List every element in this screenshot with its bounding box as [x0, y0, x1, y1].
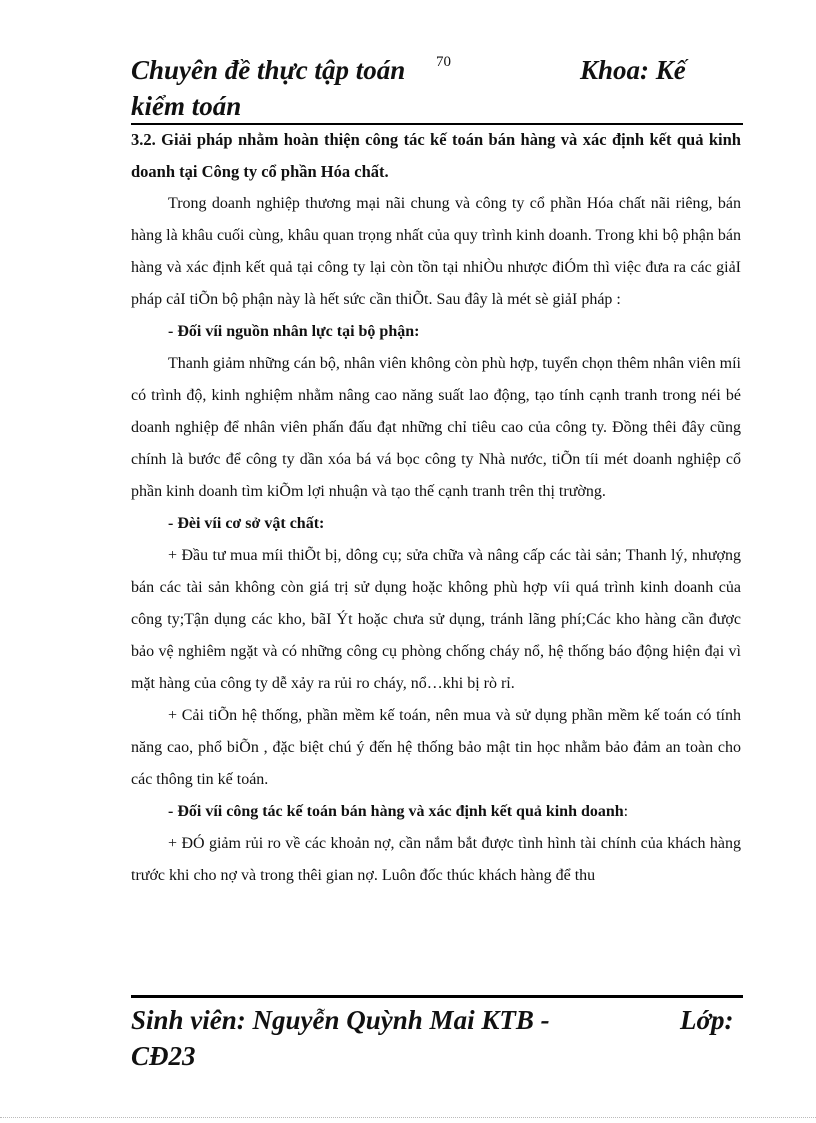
footer-rule [131, 995, 743, 998]
header-left-title: Chuyên đề thực tập toán kiểm toán [131, 55, 406, 121]
header-right-title: Khoa: Kế [580, 55, 686, 85]
section-heading: 3.2. Giải pháp nhằm hoàn thiện công tác kế toán bán hàng và xác định kết quả kinh doanh tại Công ty cổ phần Hóa chất. [131, 130, 741, 181]
subsection-title-accounting: - Đối víi công tác kế toán bán hàng và xác định kết quả kinh doanh [168, 803, 624, 820]
subsection-title-accounting-line [131, 796, 741, 828]
accounting-paragraph: + ĐÓ giảm rủi ro về các khoản nợ, cần nắm bắt được tình hình tài chính của khách hàng trước khi cho nợ và trong thêi gian nợ. Luôn đốc thúc khách hàng để thu [131, 835, 741, 884]
footer-class-label: Lớp: [680, 1005, 734, 1035]
intro-paragraph: Trong doanh nghiệp thương mại nãi chung và công ty cổ phần Hóa chất nãi riêng, bán hàng là khâu cuối cùng, khâu quan trọng nhất của quy trình kinh doanh. Trong khi bộ phận bán hàng và xác định kết quả tại công ty lại còn tồn tại nhiÒu nhược điÓm thì việc đưa ra các giảI pháp cảI tiÕn bộ phận này là hết sức cần thiÕt. Sau đây là mét sè giảI pháp : [131, 195, 741, 308]
page-number: 70 [436, 54, 451, 70]
subsection-title-colon: : [623, 803, 629, 820]
human-resources-paragraph: Thanh giảm những cán bộ, nhân viên không còn phù hợp, tuyển chọn thêm nhân viên míi có trình độ, kinh nghiệm nhằm nâng cao năng suất lao động, tạo tính cạnh tranh trong néi bé doanh nghiệp để nhân viên phấn đấu đạt những chỉ tiêu cao của công ty. Đồng thêi đây cũng chính là bước để công ty dần xóa bá vá bọc công ty Nhà nước, tiÕn tíi mét doanh nghiệp cổ phần kinh doanh tìm kiÕm lợi nhuận và tạo thế cạnh tranh trên thị trường. [131, 355, 741, 500]
subsection-title-human-resources: - Đối víi nguồn nhân lực tại bộ phận: [168, 323, 420, 340]
facilities-paragraph-2: + Cải tiÕn hệ thống, phần mềm kế toán, nên mua và sử dụng phần mềm kế toán có tính năng cao, phổ biÕn , đặc biệt chú ý đến hệ thống bảo mật tin học nhằm bảo đảm an toàn cho các thông tin kế toán. [131, 707, 741, 788]
footer-student: Sinh viên: Nguyễn Quỳnh Mai KTB - CĐ23 [131, 1005, 550, 1071]
facilities-paragraph-1: + Đầu tư mua míi thiÕt bị, dông cụ; sửa chữa và nâng cấp các tài sản; Thanh lý, nhượng bán các tài sản không còn giá trị sử dụng hoặc không phù hợp víi quá trình kinh doanh của công ty;Tận dụng các kho, bãI Ýt hoặc chưa sử dụng, tránh lãng phí;Các kho hàng cần được bảo vệ nghiêm ngặt và có những công cụ phòng chống cháy nổ, hệ thống báo động hiện đại vì mặt hàng của công ty dễ xảy ra rủi ro cháy, nổ…khi bị rò rỉ. [131, 547, 741, 692]
page-body [131, 124, 741, 892]
page-bottom-divider [0, 1117, 816, 1118]
subsection-title-facilities: - Đèi víi cơ sở vật chất: [168, 515, 325, 532]
